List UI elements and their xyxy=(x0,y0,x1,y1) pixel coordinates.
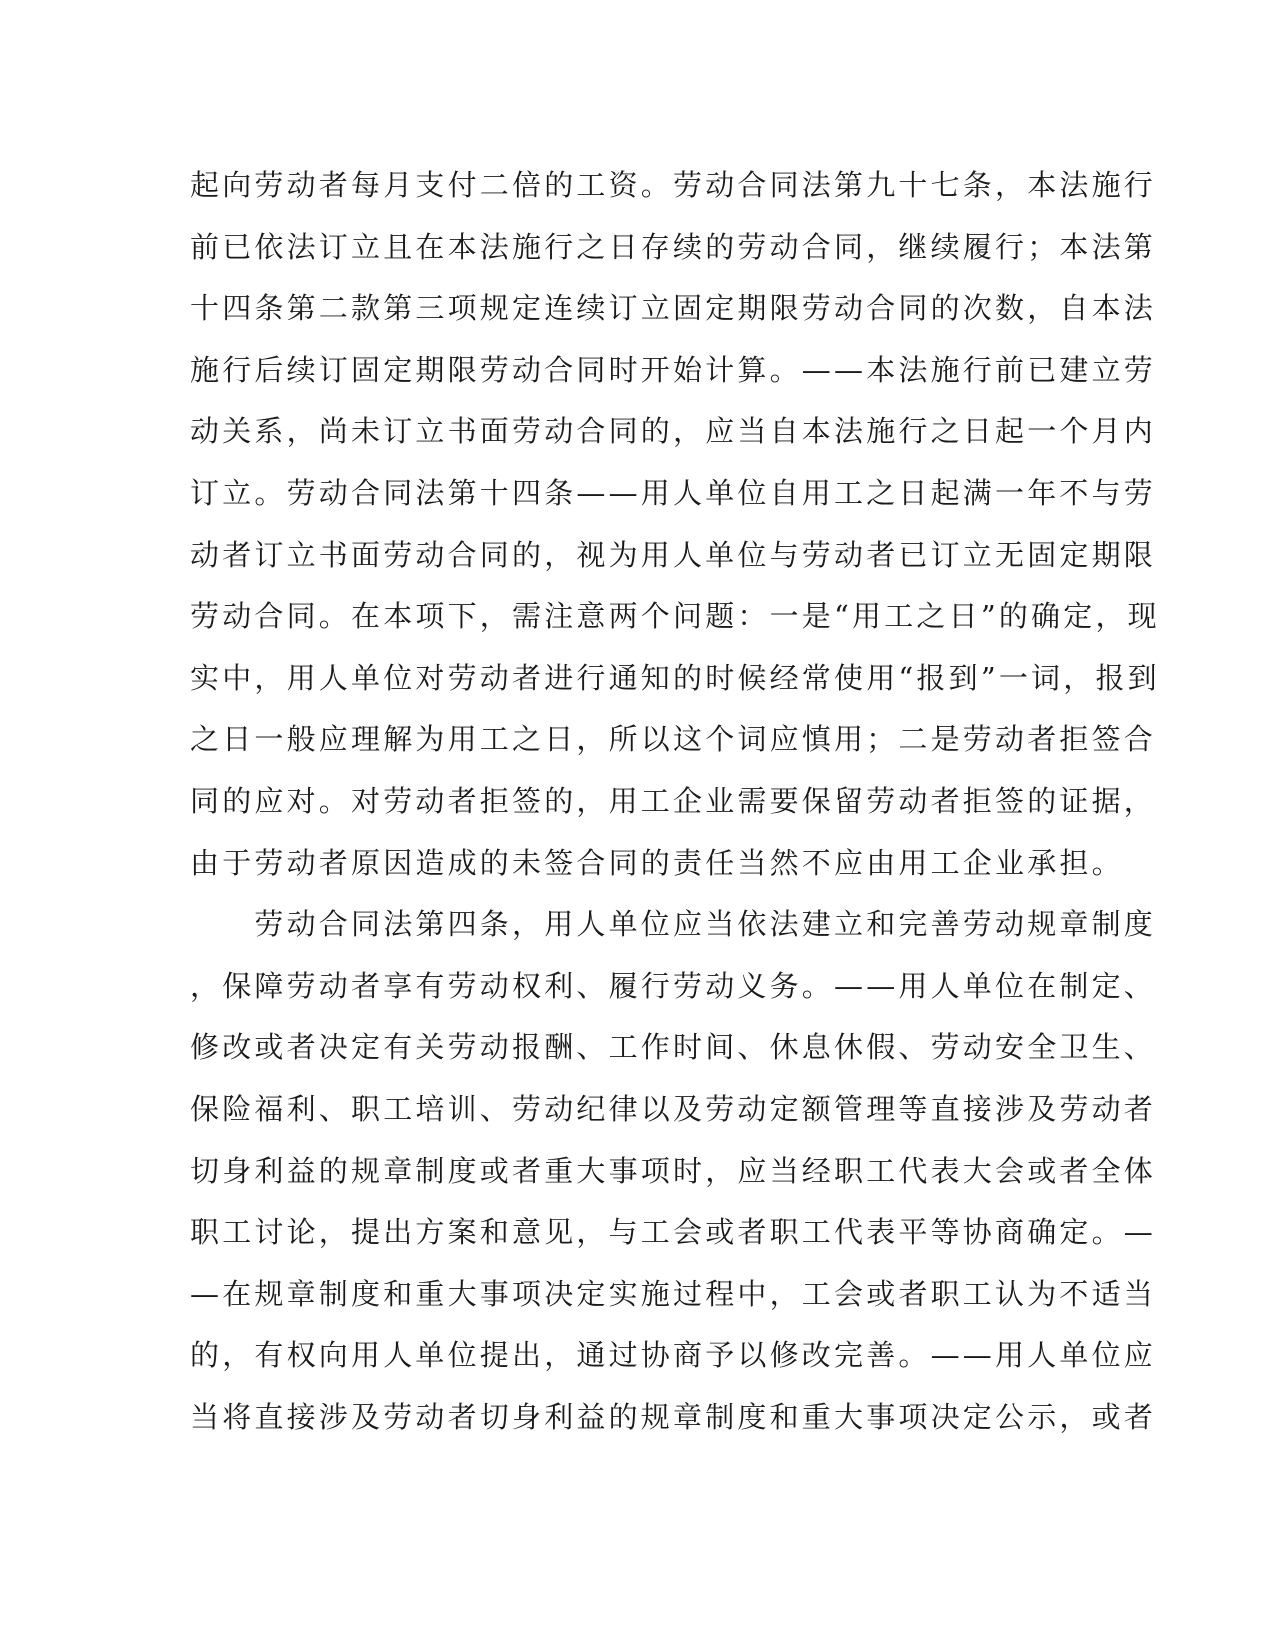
text-line: ，保障劳动者享有劳动权利、履行劳动义务。——用人单位在制定、 xyxy=(190,968,1157,1003)
text-line: 同的应对。对劳动者拒签的，用工企业需要保留劳动者拒签的证据， xyxy=(190,783,1157,818)
text-line: —在规章制度和重大事项决定实施过程中，工会或者职工认为不适当 xyxy=(190,1276,1157,1311)
text-line: 动者订立书面劳动合同的，视为用人单位与劳动者已订立无固定期限 xyxy=(190,537,1157,572)
text-line: 前已依法订立且在本法施行之日存续的劳动合同，继续履行；本法第 xyxy=(190,229,1157,264)
text-line: 动关系，尚未订立书面劳动合同的，应当自本法施行之日起一个月内 xyxy=(190,414,1157,449)
text-line: 由于劳动者原因造成的未签合同的责任当然不应由用工企业承担。 xyxy=(190,845,1124,880)
text-line: 实中，用人单位对劳动者进行通知的时候经常使用“报到”一词，报到 xyxy=(190,660,1160,695)
text-line: 的，有权向用人单位提出，通过协商予以修改完善。——用人单位应 xyxy=(190,1338,1157,1373)
text-line: 当将直接涉及劳动者切身利益的规章制度和重大事项决定公示，或者 xyxy=(190,1399,1157,1434)
text-line: 修改或者决定有关劳动报酬、工作时间、休息休假、劳动安全卫生、 xyxy=(190,1030,1157,1065)
text-line: 职工讨论，提出方案和意见，与工会或者职工代表平等协商确定。— xyxy=(190,1215,1157,1250)
text-line: 施行后续订固定期限劳动合同时开始计算。——本法施行前已建立劳 xyxy=(190,352,1157,387)
text-line: 保险福利、职工培训、劳动纪律以及劳动定额管理等直接涉及劳动者 xyxy=(190,1091,1157,1126)
text-line: 劳动合同。在本项下，需注意两个问题：一是“用工之日”的确定，现 xyxy=(190,599,1160,634)
text-line: 订立。劳动合同法第十四条——用人单位自用工之日起满一年不与劳 xyxy=(190,475,1157,510)
text-line: 劳动合同法第四条，用人单位应当依法建立和完善劳动规章制度 xyxy=(190,907,1157,942)
text-line: 十四条第二款第三项规定连续订立固定期限劳动合同的次数，自本法 xyxy=(190,291,1157,326)
text-line: 切身利益的规章制度或者重大事项时，应当经职工代表大会或者全体 xyxy=(190,1153,1157,1188)
body-text xyxy=(190,155,1160,1448)
text-line: 起向劳动者每月支付二倍的工资。劳动合同法第九十七条，本法施行 xyxy=(190,168,1157,202)
text-line: 之日一般应理解为用工之日，所以这个词应慎用；二是劳动者拒签合 xyxy=(190,722,1157,757)
